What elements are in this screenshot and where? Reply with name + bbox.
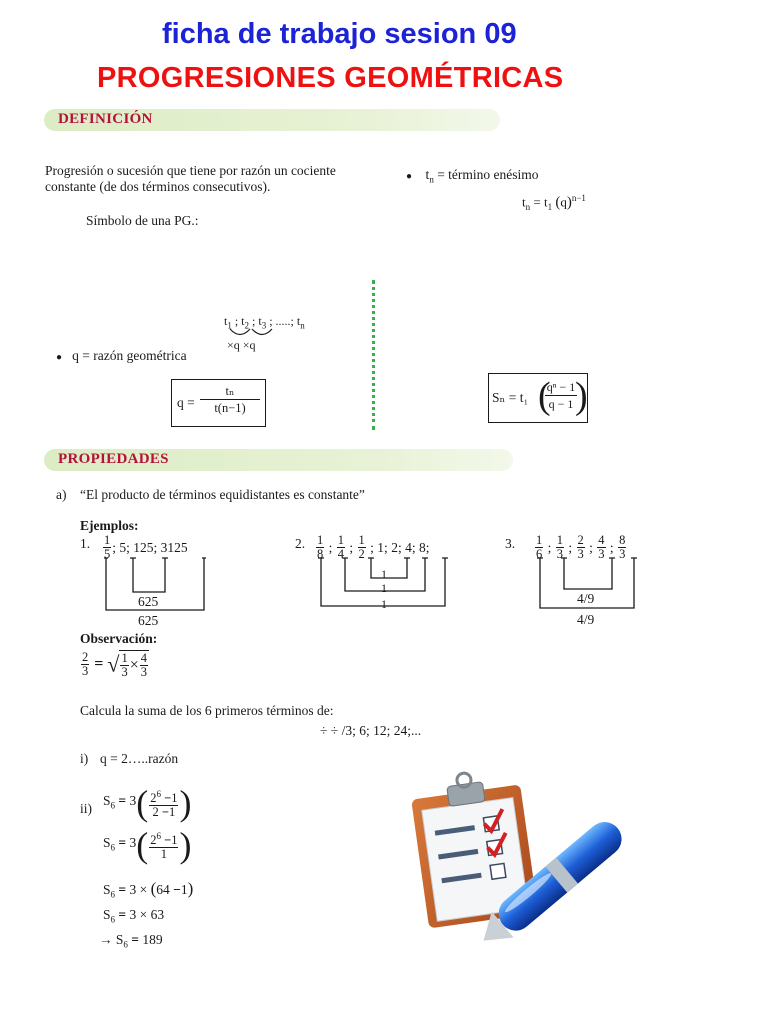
example-2-product-3: 1 — [381, 597, 387, 611]
observacion-label: Observación: — [80, 631, 158, 646]
example-2-number: 2. — [295, 536, 306, 551]
definition-line1: Progresión o sucesión que tiene por razón un cociente — [45, 163, 336, 178]
example-1-inner-product: 625 — [138, 594, 159, 609]
example-1-outer-product: 625 — [138, 613, 159, 628]
calcula-instruction: Calcula la suma de los 6 primeros términos de: — [80, 703, 334, 718]
tn-bullet: ● $t_n$ = término enésimo — [406, 167, 539, 185]
example-3-number: 3. — [505, 536, 516, 551]
clipboard-with-checklist-and-pen-icon — [405, 768, 620, 938]
example-2-product-1: 1 — [381, 567, 387, 581]
times-q-labels: ×q ×q — [227, 338, 256, 352]
example-1-fraction: $\frac{1}{5}$ — [104, 533, 111, 561]
sn-formula-frac: qⁿ − 1 q − 1 — [546, 380, 576, 411]
bullet-icon: ● — [406, 171, 413, 182]
example-1-number: 1. — [80, 536, 91, 551]
section-band-propiedades — [44, 449, 513, 471]
sn-formula-lhs: Sₙ = t₁ — [492, 390, 529, 405]
section-band-definicion — [44, 109, 500, 131]
q-formula-frac: tₙ t(n−1) — [200, 384, 260, 417]
property-a-text: “El producto de términos equidistantes es constante” — [80, 487, 365, 502]
example-3-inner-product: 4/9 — [577, 591, 595, 606]
example-3-terms: $\frac{1}{6}$ ; $\frac{1}{3}$ ; $\frac{2}{3}$ ; $\frac{4}{3}$ ; $\frac{8}{3}$ — [536, 533, 626, 561]
sum-step-2: $S_6 = 3$( $\frac{2^6 -1}{1}$ ) — [103, 825, 192, 866]
sequence-terms: $t_1$ ; $t_2$ ; $t_3$ ; .....; $t_n$ — [224, 314, 305, 331]
sn-paren-left: ( — [538, 375, 551, 417]
q-formula-lhs: q = — [177, 395, 195, 410]
definition-line2: constante (de dos términos consecutivos). — [45, 179, 271, 194]
property-a-label: a) — [56, 487, 67, 502]
example-3-outer-product: 4/9 — [577, 612, 595, 627]
section-title-definicion: DEFINICIÓN — [58, 111, 153, 127]
sn-paren-right: ) — [575, 375, 588, 417]
q-bullet: ● q = razón geométrica — [56, 348, 187, 363]
example-2-terms: $\frac{1}{8}$ ; $\frac{1}{4}$ ; $\frac{1}{2}$ ; 1; 2; 4; 8; — [317, 533, 430, 561]
example-1-terms: $\frac{1}{5}$ ; 5; 125; 3125 — [104, 533, 188, 561]
ejemplos-label: Ejemplos: — [80, 518, 139, 533]
sum-step-1: $S_6 = 3$( $\frac{2^6 -1}{2 -1}$ ) — [103, 783, 192, 824]
step-ii-label: ii) — [80, 801, 92, 816]
calcula-sequence: ÷ ÷ /3; 6; 12; 24;... — [320, 723, 422, 738]
title-line2: PROGRESIONES GEOMÉTRICAS — [97, 62, 564, 94]
tn-formula: $t_n = t_1$ $(q)^{n-1}$ — [522, 193, 586, 212]
step-i-label: i) — [80, 751, 89, 766]
bullet-icon: ● — [56, 352, 63, 363]
title-line1: ficha de trabajo sesion 09 — [162, 18, 517, 50]
observacion-formula: $\frac{2}{3}$ = √ $\frac{1}{3}$ × $\frac{4}{3}$ — [82, 650, 147, 679]
simbolo-label: Símbolo de una PG.: — [86, 213, 199, 228]
dotted-divider — [372, 280, 375, 430]
sum-step-4: $S_6 = 3 \times 63$ — [103, 907, 165, 925]
sn-formula-box — [488, 373, 588, 423]
section-title-propiedades: PROPIEDADES — [58, 451, 169, 467]
step-i-text: q = 2…..razón — [100, 751, 179, 766]
q-formula-box — [171, 379, 266, 427]
example-2-product-2: 1 — [381, 581, 387, 595]
example-3-brackets — [535, 556, 645, 616]
sum-step-5: → $S_6 = 189$ — [99, 932, 163, 950]
sum-step-3: $S_6 = 3 \times (64 -1)$ — [103, 879, 194, 900]
